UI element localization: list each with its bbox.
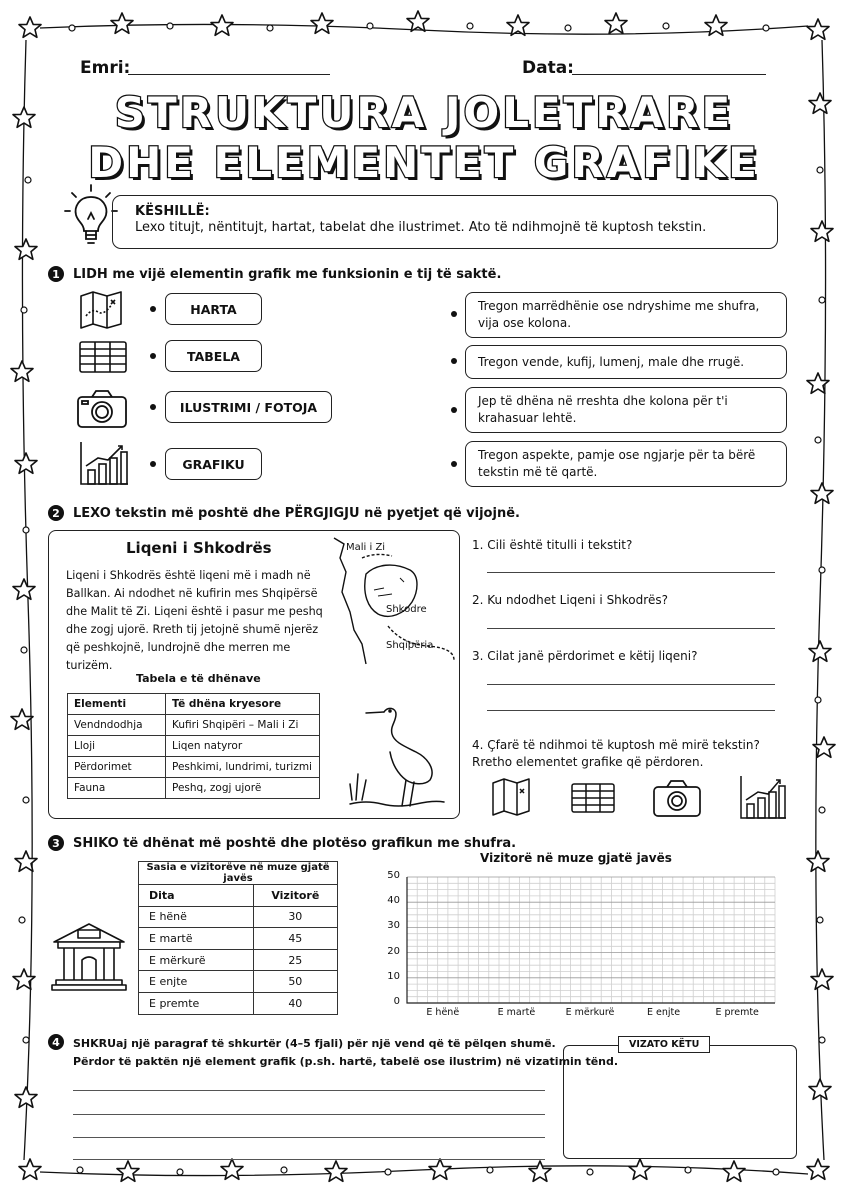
table-icon (78, 340, 128, 374)
function-dot[interactable] (451, 407, 457, 413)
question-3: 3. Cilat janë përdorimet e këtij liqeni? (472, 649, 698, 663)
reading-title: Liqeni i Shkodrës (126, 539, 272, 557)
section4-number: 4 (48, 1034, 64, 1050)
reading-table (67, 693, 320, 799)
function-box (465, 387, 787, 433)
drawing-area[interactable] (563, 1045, 797, 1159)
table-row (68, 757, 320, 778)
map-label-lake: Shkodre (386, 604, 427, 615)
section4-instruction-2: Përdor të paktën një element grafik (p.sh. hartë, tabelë ose ilustrim) në vizatimin tënd. (73, 1055, 619, 1068)
table-cell: Fauna (68, 778, 166, 799)
y-tick-label: 30 (387, 920, 400, 932)
section3-heading (48, 835, 516, 851)
element-dot[interactable] (150, 461, 156, 467)
table-row (68, 778, 320, 799)
table-row (139, 971, 338, 993)
reading-text: Liqeni i Shkodrës është liqeni më i madh në Ballkan. Ai ndodhet në kufirin mes Shqipërsë dhe Malit të Zi. Liqeni është i pasur me peshq dhe zogj ujorë. Rreth tij jetojnë shumë njerëz që peshkojnë, lundrojnë dhe merren me turizëm. (66, 569, 323, 672)
function-box (465, 292, 787, 338)
element-label-harta: HARTA (165, 293, 262, 325)
y-tick-label: 50 (387, 870, 400, 881)
table-row (139, 949, 338, 971)
day-cell: E premte (139, 992, 254, 1014)
page-title-line2: DHE ELEMENTET GRAFIKE (88, 138, 760, 187)
tip-text: Lexo titujt, nëntitujt, hartat, tabelat dhe ilustrimet. Ato të ndihmojnë të kuptosh tekstin. (135, 220, 707, 235)
section2-instruction: LEXO tekstin më poshtë dhe PËRGJIGJU në pyetjet që vijojnë. (73, 505, 520, 521)
visitors-table-caption: Sasia e vizitorëve në muze gjatë javës (139, 862, 338, 885)
date-label: Data: (522, 58, 574, 78)
value-cell: 45 (253, 928, 337, 950)
map-icon[interactable] (490, 777, 532, 817)
function-text: Tregon vende, kufij, lumenj, male dhe rrugë. (478, 354, 745, 369)
function-text: Jep të dhëna në rreshta dhe kolona për t'i krahasuar lehtë. (478, 394, 728, 425)
table-cell: Peshq, zogj ujorë (166, 778, 320, 799)
x-category-label: E premte (715, 1007, 759, 1018)
reading-table-title: Tabela e të dhënave (136, 672, 261, 685)
answer-line[interactable] (487, 572, 775, 573)
table-header: Të dhëna kryesore (166, 694, 320, 715)
page-title-line1: STRUKTURA JOLETRARE (114, 88, 734, 137)
x-category-label: E enjte (647, 1007, 681, 1018)
map-label-north: Mali i Zi (346, 542, 386, 553)
table-cell: Peshkimi, lundrimi, turizmi (166, 757, 320, 778)
table-row (139, 906, 338, 928)
table-cell: Përdorimet (68, 757, 166, 778)
value-cell: 25 (253, 949, 337, 971)
table-header: Dita (139, 885, 254, 907)
writing-line[interactable] (73, 1090, 545, 1091)
y-tick-label: 40 (387, 895, 400, 907)
y-tick-label: 10 (387, 970, 400, 982)
element-dot[interactable] (150, 306, 156, 312)
value-cell: 50 (253, 971, 337, 993)
y-tick-label: 0 (393, 996, 400, 1007)
writing-line[interactable] (73, 1114, 545, 1115)
question-2: 2. Ku ndodhet Liqeni i Shkodrës? (472, 593, 668, 607)
map-label-south: Shqipëria (386, 640, 434, 651)
value-cell: 30 (253, 906, 337, 928)
tip-heading: KËSHILLË: (135, 204, 210, 219)
table-row (68, 736, 320, 757)
date-field[interactable] (572, 74, 766, 75)
chart-title: Vizitorë në muze gjatë javës (480, 851, 672, 865)
function-dot[interactable] (451, 311, 457, 317)
function-box (465, 345, 787, 379)
name-label: Emri: (80, 58, 131, 78)
function-box (465, 441, 787, 487)
heron-illustration (346, 696, 446, 812)
drawing-label: VIZATO KËTU (618, 1036, 710, 1053)
answer-line[interactable] (487, 710, 775, 711)
element-label-grafiku: GRAFIKU (165, 448, 262, 480)
museum-icon (48, 918, 130, 996)
table-header: Vizitorë (253, 885, 337, 907)
camera-icon[interactable] (652, 778, 702, 818)
visitors-table (138, 861, 338, 1015)
name-field[interactable] (128, 74, 330, 75)
function-text: Tregon marrëdhënie ose ndryshime me shufra, vija ose kolona. (478, 299, 760, 330)
tip-box (112, 195, 778, 249)
element-label-ilustrimi: ILUSTRIMI / FOTOJA (165, 391, 332, 423)
function-text: Tregon aspekte, pamje ose ngjarje për ta bërë tekstin më të qartë. (478, 448, 756, 479)
element-label-tabela: TABELA (165, 340, 262, 372)
section1-heading (48, 266, 501, 282)
element-dot[interactable] (150, 353, 156, 359)
bar-chart-icon (78, 440, 130, 486)
table-header: Elementi (68, 694, 166, 715)
bar-chart-icon[interactable] (738, 774, 788, 820)
table-row (139, 992, 338, 1014)
table-header-row (139, 885, 338, 907)
writing-line[interactable] (73, 1137, 545, 1138)
answer-line[interactable] (487, 628, 775, 629)
section1-instruction: LIDH me vijë elementin grafik me funksionin e tij të saktë. (73, 266, 502, 282)
map-icon (78, 290, 124, 330)
writing-line[interactable] (73, 1159, 545, 1160)
table-header-row (68, 694, 320, 715)
table-cell: Vendndodhja (68, 715, 166, 736)
answer-line[interactable] (487, 684, 775, 685)
table-cell: Liqen natyror (166, 736, 320, 757)
day-cell: E hënë (139, 906, 254, 928)
camera-icon (76, 388, 128, 430)
function-dot[interactable] (451, 461, 457, 467)
table-row (68, 715, 320, 736)
section3-instruction: SHIKO të dhënat më poshtë dhe plotëso grafikun me shufra. (73, 835, 517, 851)
y-tick-label: 20 (387, 945, 400, 957)
table-cell: Kufiri Shqipëri – Mali i Zi (166, 715, 320, 736)
element-dot[interactable] (150, 404, 156, 410)
section2-heading (48, 505, 520, 521)
function-dot[interactable] (451, 358, 457, 364)
section4-heading (48, 1034, 73, 1050)
x-category-label: E mërkurë (565, 1007, 615, 1018)
question-1: 1. Cili është titulli i tekstit? (472, 538, 633, 552)
question-4: 4. Çfarë të ndihmoi të kuptosh më mirë tekstin? Rretho elementet grafike që përdoren. (472, 738, 760, 769)
chart-plot-area[interactable] (406, 876, 776, 1004)
section2-number: 2 (48, 505, 64, 521)
day-cell: E mërkurë (139, 949, 254, 971)
table-row (139, 928, 338, 950)
x-category-label: E martë (497, 1007, 536, 1018)
value-cell: 40 (253, 992, 337, 1014)
section1-number: 1 (48, 266, 64, 282)
table-icon[interactable] (570, 782, 616, 814)
section3-number: 3 (48, 835, 64, 851)
x-category-label: E hënë (426, 1007, 460, 1018)
day-cell: E enjte (139, 971, 254, 993)
day-cell: E martë (139, 928, 254, 950)
section4-instruction-1: SHKRUaj një paragraf të shkurtër (4–5 fjali) për një vend që të pëlqen shumë. (73, 1037, 556, 1050)
table-cell: Lloji (68, 736, 166, 757)
